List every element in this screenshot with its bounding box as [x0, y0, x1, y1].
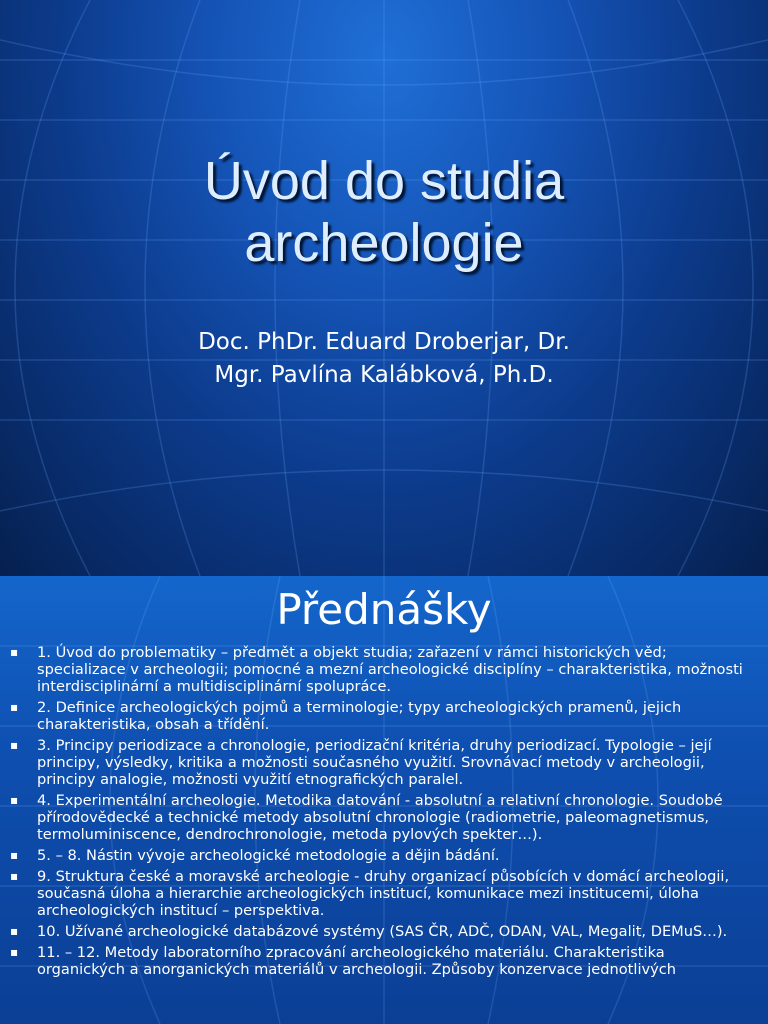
bullet-icon: ▪: [10, 700, 19, 714]
list-item: [0, 868, 768, 919]
title-line-2: archeologie: [244, 213, 524, 273]
list-item-text: 11. – 12. Metody laboratorního zpracování archeologického materiálu. Charakteristika organických a anorganických materiálů v archeologii. Způsoby konzervace jednotlivých: [37, 944, 677, 978]
list-item: [0, 847, 768, 864]
bullet-icon: ▪: [10, 793, 19, 807]
list-item: [0, 699, 768, 733]
bullet-icon: ▪: [10, 848, 19, 862]
list-item-text: 10. Užívané archeologické databázové systémy (SAS ČR, ADČ, ODAN, VAL, Megalit, DEMuS…).: [37, 923, 728, 940]
list-item: [0, 944, 768, 978]
list-item: [0, 737, 768, 788]
lectures-heading: Přednášky: [276, 585, 492, 634]
authors-block: [0, 326, 768, 392]
bullet-icon: ▪: [10, 869, 19, 883]
list-item-text: 5. – 8. Nástin vývoje archeologické metodologie a dějin bádání.: [37, 847, 500, 864]
list-item: [0, 923, 768, 940]
list-item-text: 9. Struktura české a moravské archeologie - druhy organizací působících v domácí archeologii, současná úloha a hierarchie archeologických institucí, komunikace mezi institucemi, úloha archeologických institucí – perspektiva.: [37, 868, 730, 919]
list-item-text: 3. Principy periodizace a chronologie, periodizační kritéria, druhy periodizací. Typologie – její principy, výsledky, kritika a možnosti současného využití. Srovnávací metody v archeologii, principy analogie, možnosti využití etnografických paralel.: [37, 737, 712, 788]
title-line-1: Úvod do studia: [203, 151, 565, 211]
lecture-list: [0, 644, 768, 982]
bullet-icon: ▪: [10, 924, 19, 938]
bullet-icon: ▪: [10, 645, 19, 659]
bullet-icon: ▪: [10, 945, 19, 959]
author-2: Mgr. Pavlína Kalábková, Ph.D.: [214, 362, 554, 388]
list-item-text: 4. Experimentální archeologie. Metodika datování - absolutní a relativní chronologie. Soudobé přírodovědecké a technické metody absolutní chronologie (radiometrie, paleomagnetismus, termoluminiscence, dendrochronologie, metoda pylových spekter…).: [37, 792, 723, 843]
author-1: Doc. PhDr. Eduard Droberjar, Dr.: [198, 329, 570, 355]
list-item: [0, 644, 768, 695]
slide-title: [0, 150, 768, 274]
bullet-icon: ▪: [10, 738, 19, 752]
list-item-text: 2. Definice archeologických pojmů a terminologie; typy archeologických pramenů, jejich charakteristika, obsah a třídění.: [37, 699, 682, 733]
list-item-text: 1. Úvod do problematiky – předmět a objekt studia; zařazení v rámci historických věd; specializace v archeologii; pomocné a mezní archeologické disciplíny – charakteristika, možnosti interdisciplinární a multidisciplinární spolupráce.: [37, 644, 743, 695]
list-item: [0, 792, 768, 843]
